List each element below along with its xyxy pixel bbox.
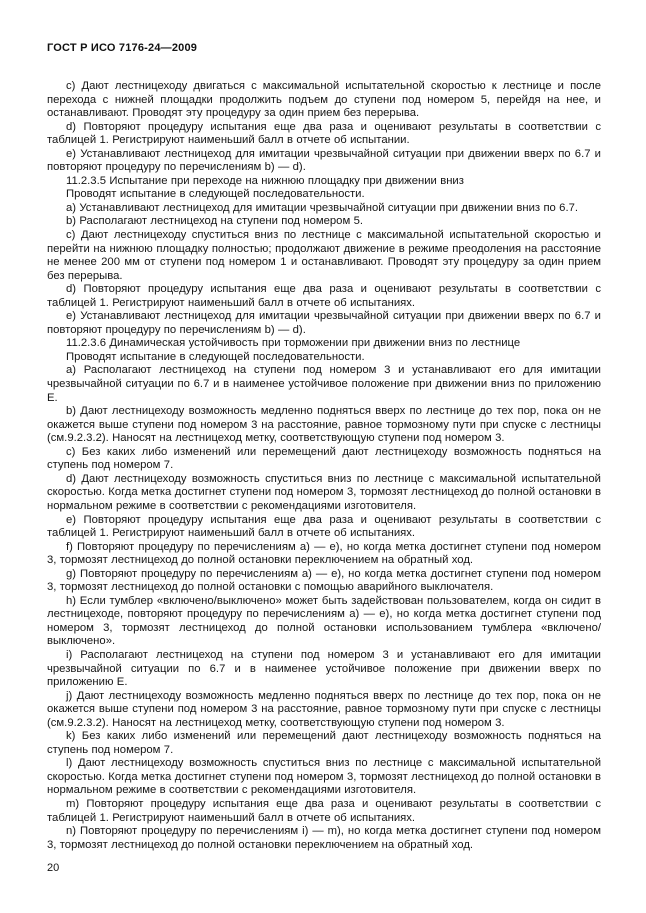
document-content [47, 80, 601, 852]
paragraph: 11.2.3.5 Испытание при переходе на нижнюю площадку при движении вниз [66, 174, 464, 187]
document-header: ГОСТ Р ИСО 7176-24—2009 [47, 42, 198, 54]
paragraph: с) Дают лестницеходу двигаться с максимальной испытательной скоростью к лестнице и после перехода с нижней площадки продолжить подъем до ступени под номером 5, перейдя на нее, и останавливают. Проводят эту процедуру за один прием без перерыва. [47, 80, 601, 120]
paragraph: d) Повторяют процедуру испытания еще два раза и оценивают результаты в соответствии с таблицей 1. Регистрируют наименьший балл в отчете об испытаниях. [47, 283, 601, 309]
paragraph: l) Дают лестницеходу возможность спуститься вниз по лестнице с максимальной испытательной скоростью. Когда метка достигнет ступени под номером 3, тормозят лестницеход до полной остановки в нормальном режиме в соответствии с рекомендациями изготовителя. [47, 757, 601, 797]
paragraph: n) Повторяют процедуру по перечислениям i) — m), но когда метка достигнет ступени под номером 3, тормозят лестницеход до полной остановки переключением на обратный ход. [47, 825, 601, 851]
paragraph: с) Без каких либо изменений или перемещений дают лестницеходу возможность подняться на ступень под номером 7. [47, 445, 601, 472]
paragraph: е) Устанавливают лестницеход для имитации чрезвычайной ситуации при движении вверх по 6.7 и повторяют процедуру по перечислениям b) — d). [47, 310, 601, 336]
paragraph: b) Располагают лестницеход на ступени под номером 5. [66, 215, 363, 228]
paragraph: g) Повторяют процедуру по перечислениям а) — е), но когда метка достигнет ступени под номером 3, тормозят лестницеход до полной остановки с помощью аварийного выключателя. [47, 567, 601, 594]
paragraph: с) Дают лестницеходу спуститься вниз по лестнице с максимальной испытательной скоростью и перейти на нижнюю площадку полностью; продолжают движение в режиме преодоления на расстояние не менее 200 мм от ступени под номером 1 и останавливают. Проводят эту процедуру за один прием без перерыва. [47, 229, 601, 282]
paragraph: i) Располагают лестницеход на ступени под номером 3 и устанавливают его для имитации чрезвычайной ситуации по 6.7 и в наименее устойчивое положение при движении вверх по приложению Е. [47, 648, 601, 689]
paragraph: е) Повторяют процедуру испытания еще два раза и оценивают результаты в соответствии с таблицей 1. Регистрируют наименьший балл в отчете об испытаниях. [47, 513, 601, 540]
paragraph: е) Устанавливают лестницеход для имитации чрезвычайной ситуации при движении вверх по 6.7 и повторяют процедуру по перечислениям b) — d). [47, 147, 601, 174]
paragraph: а) Располагают лестницеход на ступени под номером 3 и устанавливают его для имитации чрезвычайной ситуации по 6.7 и в наименее устойчивое положение при движении вниз по приложению Е. [47, 364, 601, 404]
paragraph: k) Без каких либо изменений или перемещений дают лестницеходу возможность подняться на ступень под номером 7. [47, 730, 601, 756]
paragraph: Проводят испытание в следующей последовательности. [66, 188, 365, 201]
paragraph: h) Если тумблер «включено/выключено» может быть задействован пользователем, когда он сидит в лестницеходе, повторяют процедуру по перечислениям а) — е), но когда метка достигнет ступени под номером 3, тормозят лестницеход до полной остановки использованием тумблера «включено/выключено». [47, 594, 601, 648]
paragraph: d) Повторяют процедуру испытания еще два раза и оценивают результаты в соответствии с таблицей 1. Регистрируют наименьший балл в отчете об испытании. [47, 120, 601, 147]
paragraph: j) Дают лестницеходу возможность медленно подняться вверх по лестнице до тех пор, пока он не окажется выше ступени под номером 3 на расстояние, равное тормозному пути при спуске с лестницы (см.9.2.3.2). Наносят на лестницеход метку, соответствующую ступени под номером 3. [47, 689, 601, 729]
page-number: 20 [47, 862, 60, 874]
paragraph: Проводят испытание в следующей последовательности. [66, 350, 365, 363]
paragraph: d) Дают лестницеходу возможность спуститься вниз по лестнице с максимальной испытательной скоростью. Когда метка достигнет ступени под номером 3, тормозят лестницеход до полной остановки в нормальном режиме в соответствии с рекомендациями изготовителя. [47, 472, 601, 512]
paragraph: m) Повторяют процедуру испытания еще два раза и оценивают результаты в соответствии с таблицей 1. Регистрируют наименьший балл в отчете об испытаниях. [47, 797, 601, 824]
paragraph: b) Дают лестницеходу возможность медленно подняться вверх по лестнице до тех пор, пока он не окажется выше ступени под номером 3 на расстояние, равное тормозному пути при спуске с лестницы (см.9.2.3.2). Наносят на лестницеход метку, соответствующую ступени под номером 3. [47, 405, 601, 445]
paragraph: f) Повторяют процедуру по перечислениям а) — е), но когда метка достигнет ступени под номером 3, тормозят лестницеход до полной остановки переключением на обратный ход. [47, 540, 601, 567]
paragraph: 11.2.3.6 Динамическая устойчивость при торможении при движении вниз по лестнице [66, 337, 521, 350]
paragraph: а) Устанавливают лестницеход для имитации чрезвычайной ситуации при движении вниз по 6.7. [66, 201, 579, 214]
